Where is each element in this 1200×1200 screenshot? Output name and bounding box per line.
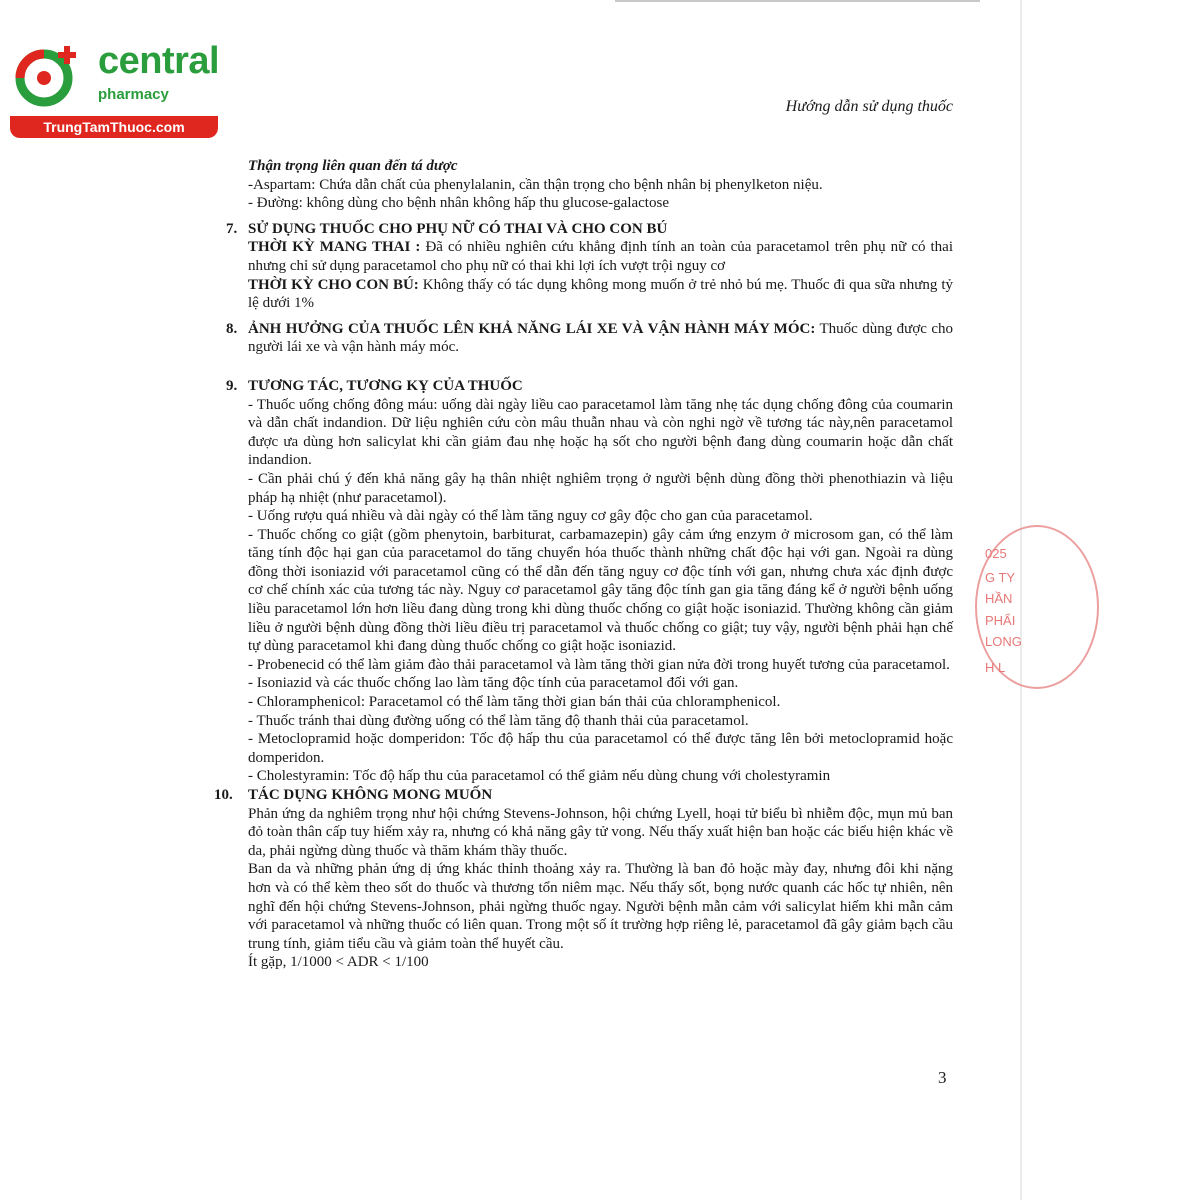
interaction-paragraph: - Chloramphenicol: Paracetamol có thể làm tăng thời gian bán thải của chloramphenicol.	[248, 694, 781, 711]
lactation-text: Không thấy có tác dụng không mong muốn ở trẻ nhỏ bú mẹ. Thuốc đi qua sữa nhưng tỷ lệ dưới 1%	[248, 276, 953, 312]
excipient-item: - Đường: không dùng cho bệnh nhân không hấp thu glucose-galactose	[248, 195, 669, 212]
section-8-paragraph	[248, 320, 953, 357]
section-9-heading	[226, 377, 953, 396]
interaction-paragraph: - Uống rượu quá nhiều và dài ngày có thể làm tăng nguy cơ gây độc cho gan của paracetamol.	[248, 508, 813, 525]
logo-subtitle: pharmacy	[98, 86, 169, 103]
pregnancy-label: THỜI KỲ MANG THAI :	[248, 239, 421, 256]
stamp-text: PHẨI	[985, 613, 1016, 628]
interaction-paragraph: - Cần phải chú ý đến khả năng gây hạ thân nhiệt nghiêm trọng ở người bệnh dùng đồng thời phenothiazin và liệu pháp hạ nhiệt (như paracetamol).	[248, 470, 953, 506]
section-title: SỬ DỤNG THUỐC CHO PHỤ NỮ CÓ THAI VÀ CHO CON BÚ	[248, 220, 668, 237]
interaction-paragraph: - Thuốc uống chống đông máu: uống dài ngày liều cao paracetamol làm tăng nhẹ tác dụng chống đông của coumarin và dẫn chất indandion. Dữ liệu nghiên cứu còn mâu thuẫn nhau và còn nghi ngờ về tương tác này,nên paracetamol được ưa dùng hơn salicylat khi cần giảm đau nhẹ hoặc hạ sốt cho người bệnh đang dùng coumarin hoặc dẫn chất indandion.	[248, 396, 953, 469]
interaction-paragraph: - Metoclopramid hoặc domperidon: Tốc độ hấp thu của paracetamol có thể được tăng lên bởi metoclopramid hoặc domperidon.	[248, 731, 953, 766]
section-7-heading	[226, 220, 953, 239]
section-title: ẢNH HƯỞNG CỦA THUỐC LÊN KHẢ NĂNG LÁI XE VÀ VẬN HÀNH MÁY MÓC:	[248, 320, 816, 337]
section-number: 8.	[226, 320, 238, 337]
section-title: TƯƠNG TÁC, TƯƠNG KỴ CỦA THUỐC	[248, 377, 523, 394]
page-number: 3	[938, 1068, 947, 1087]
top-border-line	[615, 0, 980, 2]
section-number: 9.	[226, 377, 238, 394]
section-8-text: Thuốc dùng được cho người lái xe và vận hành máy móc.	[248, 320, 953, 356]
stamp-text: HẦN	[985, 591, 1013, 606]
section-number: 7.	[226, 220, 238, 237]
section-8-heading	[226, 320, 953, 357]
excipient-item: -Aspartam: Chứa dẫn chất của phenylalanin, cần thận trọng cho bệnh nhân bị phenylketon niệu.	[248, 176, 823, 193]
logo-brand-text: central	[98, 40, 220, 82]
document-header-title: Hướng dẫn sử dụng thuốc	[785, 98, 953, 115]
section-number: 10.	[214, 787, 233, 803]
interaction-paragraph: - Thuốc chống co giật (gồm phenytoin, barbiturat, carbamazepin) gây cảm ứng enzym ở microsom gan, có thể làm tăng tính độc hại gan của paracetamol do tăng chuyển hóa thuốc thành những chất độc hại với gan. Ngoài ra dùng đồng thời isoniazid với paracetamol cũng có thể dẫn đến tăng nguy cơ độc tính với gan, nhưng chưa xác định được cơ chế chính xác của tương tác này. Nguy cơ paracetamol gây tăng độc tính gan gia tăng đáng kể ở người bệnh uống liều paracetamol lớn hơn liều đang dùng trong khi dùng thuốc chống co giật hoặc isoniazid. Thường không cần giảm liều ở người bệnh dùng đồng thời liều điều trị paracetamol và thuốc chống co giật; tuy vậy, người bệnh phải hạn chế tự dùng paracetamol khi đang dùng thuốc chống co giật hoặc isoniazid.	[248, 526, 953, 655]
excipients-heading: Thận trọng liên quan đến tá dược	[248, 158, 458, 174]
stamp-text: G TY	[985, 570, 1016, 585]
lactation-label: THỜI KỲ CHO CON BÚ:	[248, 276, 419, 293]
company-stamp	[975, 525, 1030, 685]
stamp-text: 025	[985, 546, 1007, 561]
document-body	[214, 157, 954, 972]
interaction-paragraph: - Isoniazid và các thuốc chống lao làm tăng độc tính của paracetamol đối với gan.	[248, 675, 739, 692]
adverse-effects-frequency: Ít gặp, 1/1000 < ADR < 1/100	[248, 954, 429, 971]
lactation-paragraph	[226, 276, 953, 313]
stamp-text: LONG	[985, 634, 1022, 649]
interaction-paragraph: - Probenecid có thể làm giảm đào thải paracetamol và làm tăng thời gian nửa đời trong huyết tương của paracetamol.	[248, 656, 950, 673]
adverse-effects-paragraph: Phản ứng da nghiêm trọng như hội chứng Stevens-Johnson, hội chứng Lyell, hoại tử biểu bì nhiễm độc, mụn mủ ban đỏ toàn thân cấp tuy hiếm xảy ra, nhưng có khả năng gây tử vong. Nếu thấy xuất hiện ban hoặc các biểu hiện khác về da, phải ngừng dùng thuốc và thăm khám thầy thuốc.	[248, 805, 953, 859]
central-pharmacy-logo[interactable]	[10, 38, 220, 138]
interaction-paragraph: - Thuốc tránh thai dùng đường uống có thể làm tăng độ thanh thải của paracetamol.	[248, 712, 749, 729]
pregnancy-paragraph	[226, 238, 953, 275]
logo-website-banner: TrungTamThuoc.com	[10, 116, 218, 138]
section-title: TÁC DỤNG KHÔNG MONG MUỐN	[248, 787, 493, 803]
stamp-text: H L	[985, 660, 1006, 675]
pregnancy-text: Đã có nhiều nghiên cứu khẳng định tính an toàn của paracetamol trên phụ nữ có thai nhưng chỉ sử dụng paracetamol cho phụ nữ có thai khi lợi ích vượt trội nguy cơ	[248, 239, 954, 274]
logo-mark-icon	[10, 38, 90, 112]
section-10-heading	[214, 786, 953, 805]
adverse-effects-paragraph: Ban da và những phản ứng dị ứng khác thỉnh thoảng xảy ra. Thường là ban đỏ hoặc mày đay, nhưng đôi khi nặng hơn và có thể kèm theo sốt do thuốc và thương tổn niêm mạc. Nếu thấy sốt, bọng nước quanh các hốc tự nhiên, nên nghĩ đến hội chứng Stevens-Johnson, phải ngừng thuốc ngay. Người bệnh mẫn cảm với salicylat hiếm khi mẫn cảm với paracetamol và những thuốc có liên quan. Trong một số ít trường hợp riêng lẻ, paracetamol đã gây giảm bạch cầu trung tính, giảm tiểu cầu và giảm toàn thể huyết cầu.	[248, 861, 953, 952]
interaction-paragraph: - Cholestyramin: Tốc độ hấp thu của paracetamol có thể giảm nếu dùng chung với cholestyramin	[248, 768, 831, 785]
